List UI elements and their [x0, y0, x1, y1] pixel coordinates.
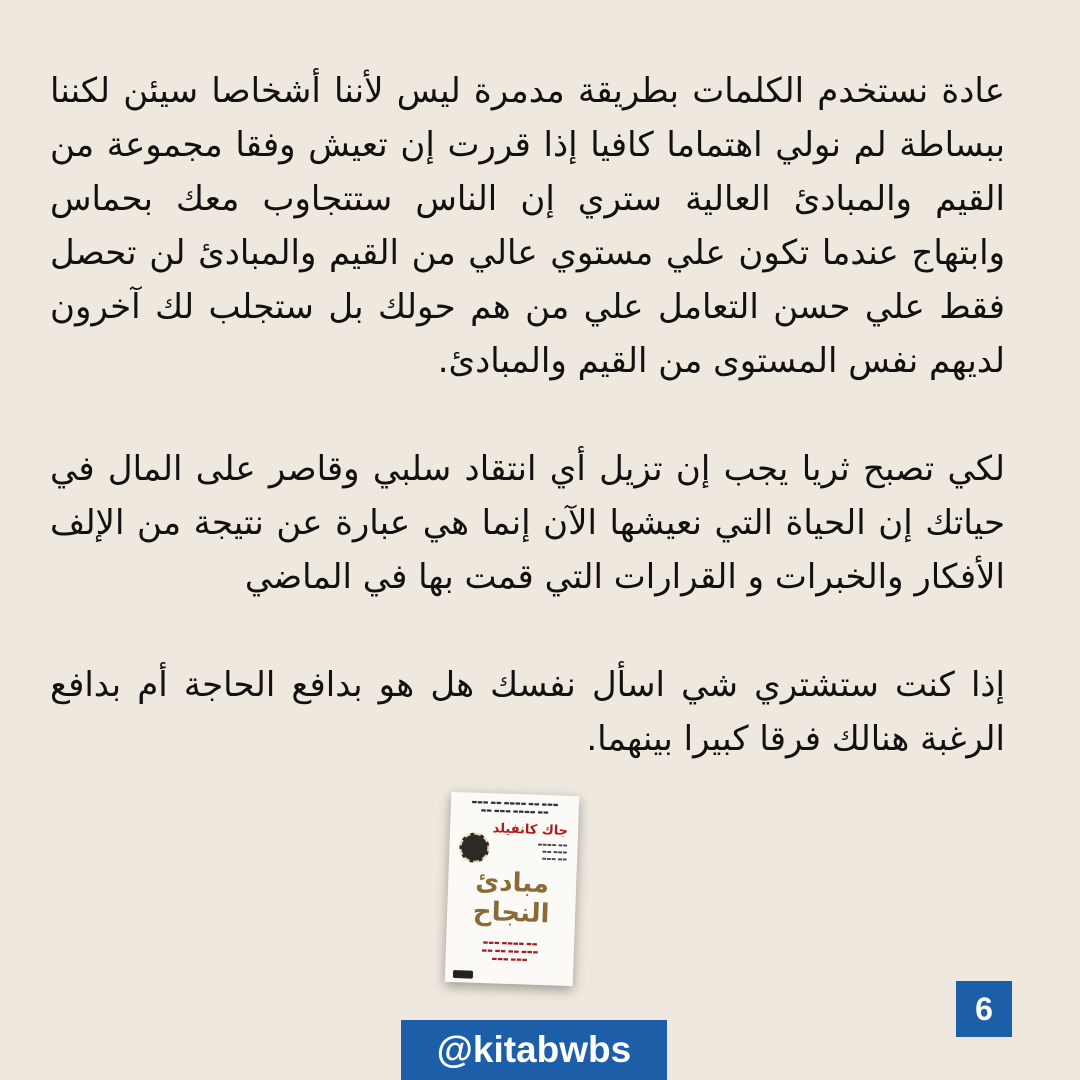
book-title — [447, 866, 577, 930]
account-handle: @kitabwbs — [401, 1020, 667, 1080]
book-subtitle: ▬▬ ▬▬▬▬ ▬▬▬ ▬▬▬ ▬▬ ▬▬ ▬▬ ▬▬▬ ▬▬▬ — [481, 939, 539, 964]
page-number-badge: 6 — [956, 981, 1012, 1037]
book-title-line-2: النجاح — [472, 896, 550, 930]
paragraph-3: إذا كنت ستشتري شي اسأل نفسك هل هو بدافع الحاجة أم بدافع الرغبة هنالك فرقا كبيرا بينهما. — [50, 665, 1005, 759]
book-title-line-1: مبادئ — [474, 866, 550, 900]
book-coauthors: ▬▬ ▬▬▬▬ ▬▬▬ ▬▬ ▬▬ ▬▬▬ — [537, 841, 568, 863]
book-tagline: ▬▬▬ ▬▬ ▬▬▬▬ ▬▬ ▬▬▬ ▬▬ ▬▬▬▬ ▬▬▬ ▬▬ — [471, 798, 559, 817]
publisher-logo-icon — [453, 970, 473, 979]
book-author: جاك كانفيلد — [492, 821, 569, 839]
paragraph-1: عادة نستخدم الكلمات بطريقة مدمرة ليس لأننا أشخاصا سيئن لكننا ببساطة لم نولي اهتماما كافيا إذا قررت إن تعيش وفقا مجموعة من القيم والمبادئ العالية ستري إن الناس ستتجاوب معك بحماس وابتهاج عندما تكون علي مستوي عالي من القيم والمبادئ لن تحصل فقط علي حسن التعامل علي من هم حولك بل ستجلب لك آخرون لديهم نفس المستوى من القيم والمبادئ. — [50, 71, 1005, 381]
paragraph-2: لكي تصبح ثريا يجب إن تزيل أي انتقاد سلبي وقاصر على المال في حياتك إن الحياة التي نعيشها الآن إنما هي عبارة عن نتيجة من الإلف الأفكار والخبرات و القرارات التي قمت بها في الماضي — [50, 449, 1005, 597]
book-cover-image — [445, 792, 580, 986]
bestseller-seal-icon — [459, 832, 490, 863]
